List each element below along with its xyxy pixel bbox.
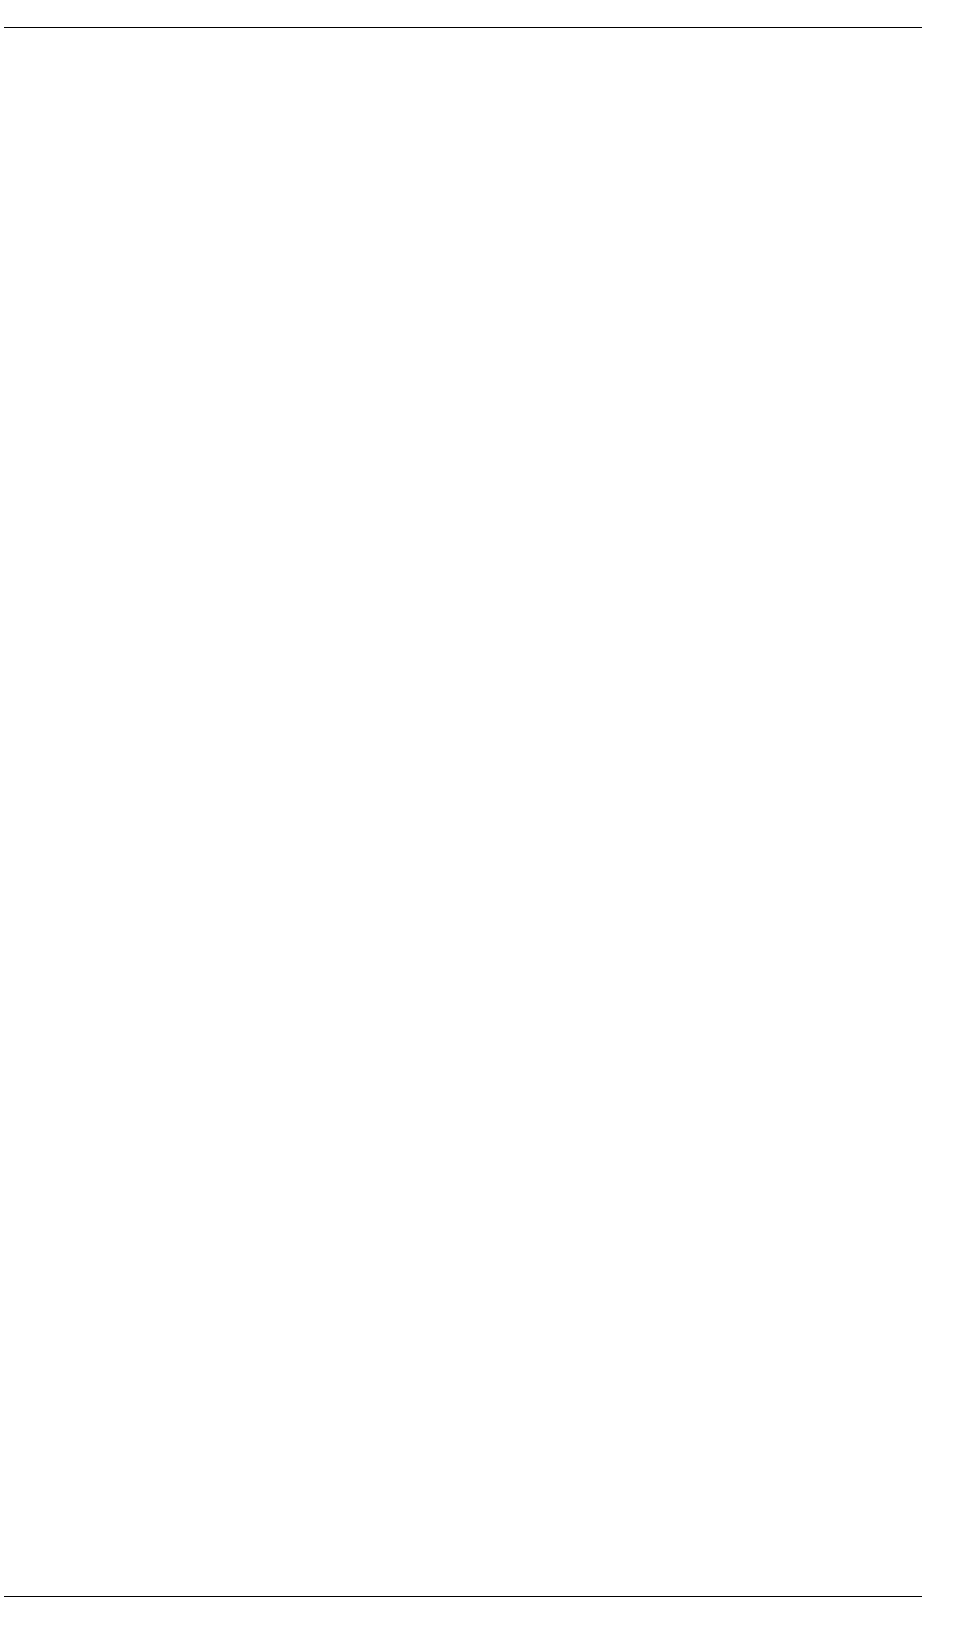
footer-rule xyxy=(4,1596,922,1597)
header-rule xyxy=(4,27,922,28)
